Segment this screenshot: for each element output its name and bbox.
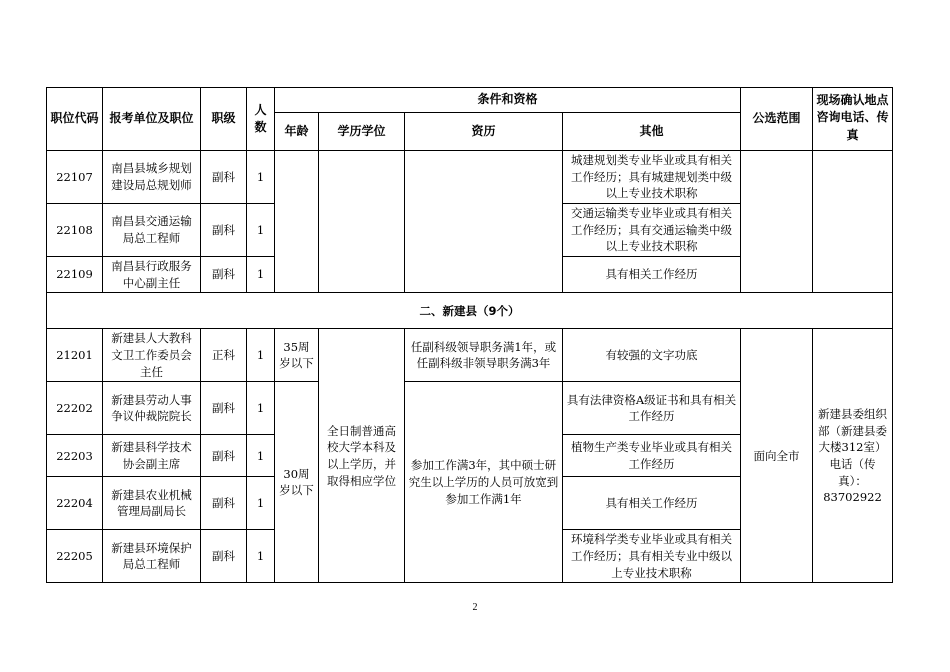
header-level: 职级: [201, 88, 247, 151]
header-row-1: [47, 88, 893, 113]
scope-cell-empty: [741, 151, 813, 293]
position-count: 1: [247, 477, 275, 530]
position-level: 副科: [201, 382, 247, 435]
position-level: 副科: [201, 151, 247, 204]
header-experience: 资历: [405, 113, 563, 151]
position-code: 22204: [47, 477, 103, 530]
position-other: 交通运输类专业毕业或具有相关工作经历；具有交通运输类中级以上专业技术职称: [563, 204, 741, 257]
position-count: 1: [247, 257, 275, 293]
header-unit: 报考单位及职位: [103, 88, 201, 151]
position-count: 1: [247, 435, 275, 477]
header-code: 职位代码: [47, 88, 103, 151]
position-code: 22202: [47, 382, 103, 435]
position-unit: 新建县农业机械管理局副局长: [103, 477, 201, 530]
header-contact: [813, 88, 893, 151]
position-level: 副科: [201, 530, 247, 583]
position-count: 1: [247, 329, 275, 382]
header-scope: 公选范围: [741, 88, 813, 151]
position-code: 22109: [47, 257, 103, 293]
position-code: 22203: [47, 435, 103, 477]
position-level: 正科: [201, 329, 247, 382]
position-unit: 新建县劳动人事争议仲裁院院长: [103, 382, 201, 435]
header-contact-text: 现场确认地点咨询电话、传真: [816, 93, 889, 142]
position-code: 22205: [47, 530, 103, 583]
position-other: 具有法律资格A级证书和具有相关工作经历: [563, 382, 741, 435]
position-unit: 新建县科学技术协会副主席: [103, 435, 201, 477]
section-title: 二、新建县（9个）: [47, 293, 893, 329]
position-unit: 南昌县城乡规划建设局总规划师: [103, 151, 201, 204]
position-level: 副科: [201, 257, 247, 293]
page-number: 2: [472, 602, 478, 613]
position-unit: 南昌县行政服务中心副主任: [103, 257, 201, 293]
age-cell-empty: [275, 151, 319, 293]
positions-table: [46, 87, 893, 583]
position-count: 1: [247, 530, 275, 583]
position-other: 具有相关工作经历: [563, 257, 741, 293]
header-age: 年龄: [275, 113, 319, 151]
table-row: [47, 329, 893, 382]
position-count: 1: [247, 204, 275, 257]
experience-rest: 参加工作满3年，其中硕士研究生以上学历的人员可放宽到参加工作满1年: [405, 382, 563, 583]
position-unit: 新建县环境保护局总工程师: [103, 530, 201, 583]
position-age: 35周岁以下: [275, 329, 319, 382]
table-row: [47, 151, 893, 204]
position-other: 具有相关工作经历: [563, 477, 741, 530]
position-code: 22108: [47, 204, 103, 257]
education-cell-empty: [319, 151, 405, 293]
age-shared: 30周岁以下: [275, 382, 319, 583]
position-other: 有较强的文字功底: [563, 329, 741, 382]
header-other: 其他: [563, 113, 741, 151]
header-conditions: 条件和资格: [275, 88, 741, 113]
contact-cell-empty: [813, 151, 893, 293]
scope-value: 面向全市: [741, 329, 813, 583]
position-code: 22107: [47, 151, 103, 204]
section-row: [47, 293, 893, 329]
position-other: 环境科学类专业毕业或具有相关工作经历；具有相关专业中级以上专业技术职称: [563, 530, 741, 583]
experience-first: 任副科级领导职务满1年，或任副科级非领导职务满3年: [405, 329, 563, 382]
header-education: 学历学位: [319, 113, 405, 151]
position-level: 副科: [201, 477, 247, 530]
position-other: 城建规划类专业毕业或具有相关工作经历；具有城建规划类中级以上专业技术职称: [563, 151, 741, 204]
position-level: 副科: [201, 204, 247, 257]
header-count: 人数: [247, 88, 275, 151]
position-other: 植物生产类专业毕业或具有相关工作经历: [563, 435, 741, 477]
position-count: 1: [247, 382, 275, 435]
contact-value: 新建县委组织部（新建县委大楼312室）电话（传真）：83702922: [813, 329, 893, 583]
experience-cell-empty: [405, 151, 563, 293]
position-unit: 新建县人大教科文卫工作委员会主任: [103, 329, 201, 382]
position-unit: 南昌县交通运输局总工程师: [103, 204, 201, 257]
position-code: 21201: [47, 329, 103, 382]
education-requirement: 全日制普通高校大学本科及以上学历，并取得相应学位: [319, 329, 405, 583]
position-level: 副科: [201, 435, 247, 477]
position-count: 1: [247, 151, 275, 204]
